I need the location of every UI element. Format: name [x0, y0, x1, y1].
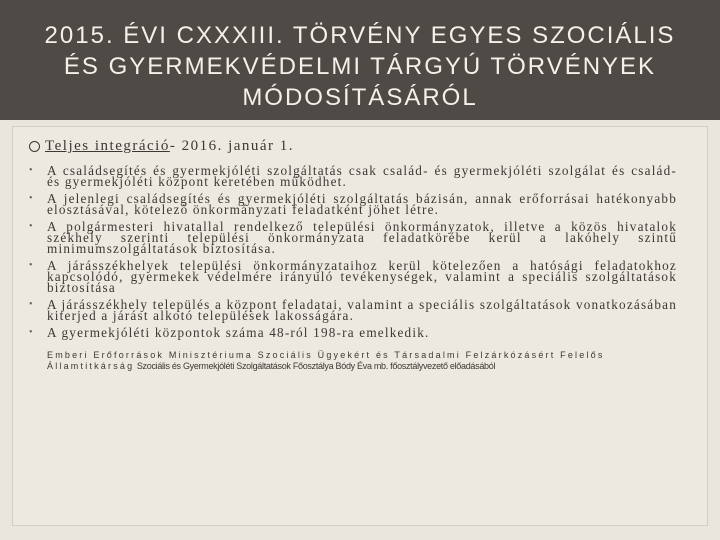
list-item — [29, 297, 677, 323]
source-ministry-unit: Államtitkárság — [47, 361, 135, 371]
dot-bullet-icon: • — [29, 221, 34, 232]
list-item — [29, 191, 677, 217]
list-item — [29, 219, 677, 256]
list-item-text: A családsegítés és gyermekjóléti szolgáltatás csak család- és gyermekjóléti szolgálat és család- és gyermekjóléti központ keretében működhet. — [47, 163, 677, 189]
source-note — [47, 350, 677, 372]
list-item — [29, 163, 677, 189]
dot-bullet-icon: • — [29, 260, 34, 271]
section-heading — [29, 135, 677, 157]
list-item-text: A jelenlegi családsegítés és gyermekjóléti szolgáltatás bázisán, annak erőforrásai hatékonyabb elosztásával, kötelező önkormányzati feladatként jöhet létre. — [47, 191, 677, 217]
list-item — [29, 258, 677, 295]
source-presenter: Szociális és Gyermekjóléti Szolgáltatások Főosztálya Bódy Éva mb. főosztályvezető előadásából — [136, 361, 496, 371]
list-item-text: A járásszékhelyek települési önkormányzataihoz kerül kötelezően a hatósági feladatokhoz kapcsolódó, gyermekek védelmére irányuló tevékenységek, valamint a speciális szolgáltatások biztosítása — [47, 258, 677, 295]
circle-bullet-icon — [29, 141, 40, 152]
dot-bullet-icon: • — [29, 299, 34, 310]
list-item-text: A polgármesteri hivatallal rendelkező települési önkormányzatok, illetve a közös hivatalok székhely szerinti települési önkormányzata feladatkörébe kerül a lakóhely szintű minimumszolgáltatások biztosítása. — [47, 219, 677, 256]
source-line-1: Emberi Erőforrások Minisztériuma Szociális Ügyekért és Társadalmi Felzárkózásért Felelős — [47, 350, 605, 360]
heading-underlined-text: Teljes integráció — [45, 138, 170, 154]
bullet-list — [29, 165, 677, 338]
list-item — [29, 325, 677, 340]
dot-bullet-icon: • — [29, 327, 34, 338]
list-item-text: A járásszékhely település a központ feladatai, valamint a speciális szolgáltatások vonatkozásában kiterjed a járást alkotó települések lakosságára. — [47, 297, 677, 323]
source-line-2 — [47, 361, 677, 372]
slide-title — [20, 20, 700, 113]
title-line-1: 2015. ÉVI CXXXIII. TÖRVÉNY EGYES SZOCIÁLIS — [44, 22, 676, 49]
dot-bullet-icon: • — [29, 193, 34, 204]
title-bar — [0, 0, 720, 120]
dot-bullet-icon: • — [29, 165, 34, 176]
heading-date-text: - 2016. január 1. — [169, 138, 295, 154]
title-line-3: MÓDOSÍTÁSÁRÓL — [242, 84, 478, 111]
title-line-2: ÉS GYERMEKVÉDELMI TÁRGYÚ TÖRVÉNYEK — [63, 53, 657, 80]
list-item-text: A gyermekjóléti központok száma 48-ról 198-ra emelkedik. — [47, 325, 430, 340]
content-panel — [12, 126, 708, 526]
